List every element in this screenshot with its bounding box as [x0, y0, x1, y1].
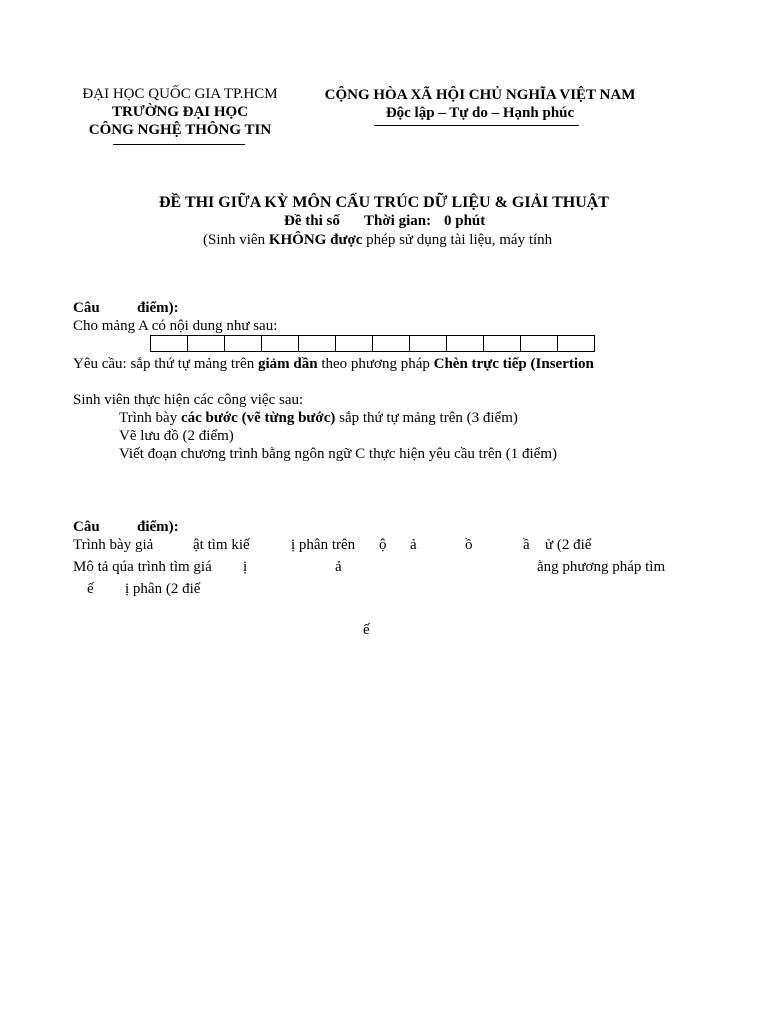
- q1-req-bold1: giảm dần: [257, 356, 318, 372]
- q1-heading-label: Câu: [73, 300, 100, 316]
- q2-line1-frag-4: ả: [410, 537, 417, 553]
- country-motto: Độc lập – Tự do – Hạnh phúc: [385, 105, 575, 121]
- q1-task-1-prefix: Trình bày: [119, 410, 181, 426]
- exam-code-label: Đề thi số: [284, 213, 340, 229]
- q1-heading-points: điểm):: [137, 300, 179, 316]
- q1-requirement: [73, 355, 594, 373]
- exam-time-value: 0 phút: [444, 213, 486, 229]
- array-row: [151, 336, 595, 352]
- q2-line2-frag-3: ằng phương pháp tìm: [537, 559, 666, 575]
- array-cell: [410, 336, 447, 352]
- header-right-underline: [374, 125, 579, 126]
- q2-line4: ế: [363, 622, 370, 638]
- exam-note-prefix: (Sinh viên: [203, 232, 269, 248]
- q2-line1-frag-3: ộ: [379, 537, 387, 553]
- q2-line2-frag-0: Mô tả qúa trình tìm giá: [73, 559, 212, 575]
- array-cell: [262, 336, 299, 352]
- q1-req-prefix: Yêu cầu: sắp thứ tự mảng trên: [73, 356, 258, 372]
- q2-line1-frag-2: ị phân trên: [291, 537, 356, 553]
- q2-line2-frag-1: ị: [243, 559, 248, 575]
- q2-line3-frag-1: ị phân (2 điể: [125, 581, 201, 597]
- exam-title: ĐỀ THI GIỮA KỲ MÔN CẤU TRÚC DỮ LIỆU & GIẢI THUẬT: [159, 194, 609, 211]
- q1-req-bold2: Chèn trực tiếp (Insertion: [433, 356, 594, 372]
- q2-line1-frag-6: ầ: [523, 537, 530, 553]
- array-cell: [225, 336, 262, 352]
- array-cell: [373, 336, 410, 352]
- q2-line1-frag-1: ật tìm kiế: [193, 537, 250, 553]
- q1-task-1: [119, 409, 518, 427]
- q2-line2-frag-2: ả: [335, 559, 342, 575]
- exam-note: [203, 231, 552, 249]
- q2-line3-frag-0: ế: [87, 581, 94, 597]
- array-cell: [558, 336, 595, 352]
- q1-tasks-intro: Sinh viên thực hiện các công việc sau:: [73, 392, 304, 408]
- header-left-underline: [113, 144, 245, 145]
- faculty-name: TRƯỜNG ĐẠI HỌC: [111, 104, 249, 120]
- q1-task-1-bold: các bước (vẽ từng bước): [180, 410, 336, 426]
- array-table: [150, 335, 595, 352]
- q2-heading-label: Câu: [73, 519, 100, 535]
- country-name: CỘNG HÒA XÃ HỘI CHỦ NGHĨA VIỆT NAM: [324, 87, 636, 103]
- q1-task-3: Viết đoạn chương trình bằng ngôn ngữ C thực hiện yêu cầu trên (1 điểm): [119, 446, 557, 462]
- q1-req-mid: theo phương pháp: [317, 356, 434, 372]
- array-cell: [299, 336, 336, 352]
- q1-task-1-suffix: sắp thứ tự mảng trên (3 điểm): [335, 410, 518, 426]
- q2-heading-points: điểm):: [137, 519, 179, 535]
- array-cell: [521, 336, 558, 352]
- exam-time-label: Thời gian:: [364, 213, 432, 229]
- q2-line1-frag-0: Trình bày giả: [73, 537, 154, 553]
- array-cell: [447, 336, 484, 352]
- q1-task-2: Vẽ lưu đồ (2 điểm): [119, 428, 234, 444]
- array-cell: [151, 336, 188, 352]
- exam-note-bold: KHÔNG được: [268, 232, 363, 248]
- q2-line1-frag-7: ử (2 điể: [545, 537, 592, 553]
- faculty-name-2: CÔNG NGHỆ THÔNG TIN: [88, 122, 272, 138]
- q1-intro: Cho mảng A có nội dung như sau:: [73, 318, 278, 334]
- university-name: ĐẠI HỌC QUỐC GIA TP.HCM: [82, 86, 278, 102]
- array-cell: [484, 336, 521, 352]
- q2-line1-frag-5: ồ: [465, 537, 473, 553]
- array-cell: [336, 336, 373, 352]
- exam-note-suffix: phép sử dụng tài liệu, máy tính: [362, 232, 553, 248]
- array-cell: [188, 336, 225, 352]
